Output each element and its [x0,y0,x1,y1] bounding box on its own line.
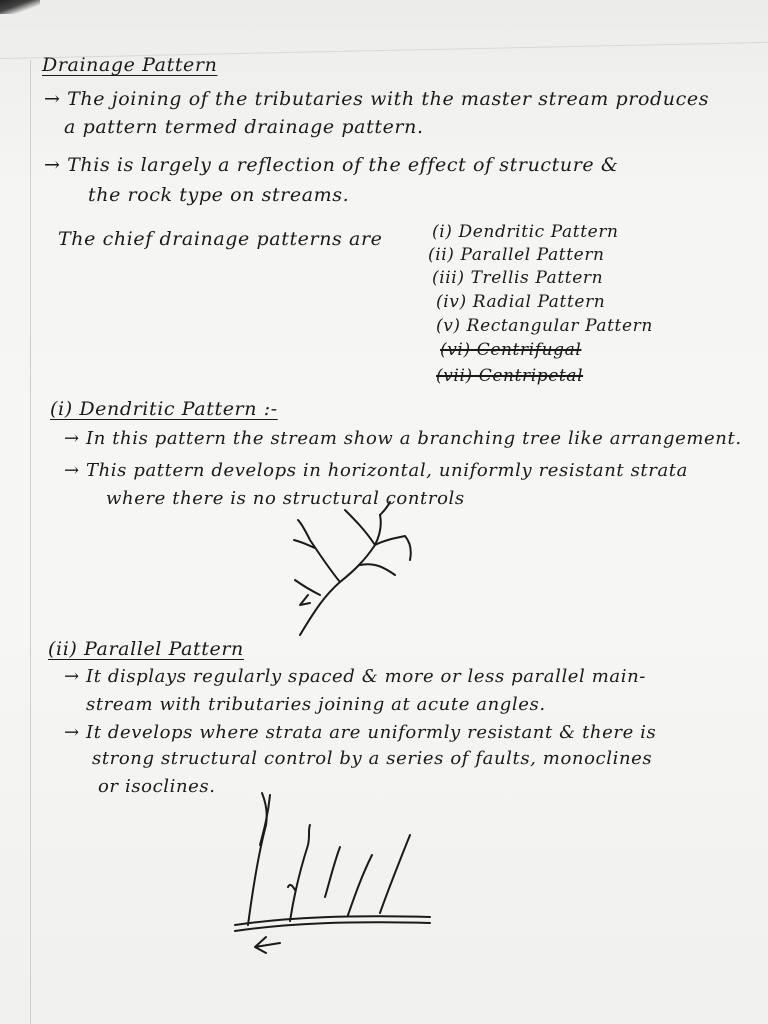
arrow-icon [255,937,280,953]
parallel-point-1: → It displays regularly spaced & more or less parallel main- [64,666,646,687]
dendritic-point-1: → In this pattern the stream show a branching tree like arrangement. [64,428,742,449]
chief-patterns-intro: The chief drainage patterns are [58,228,383,250]
dendritic-branch [295,580,320,595]
dendritic-branch [375,536,411,560]
pattern-item-radial: (iv) Radial Pattern [436,292,606,312]
margin-line [30,60,31,1024]
pattern-item-dendritic: (i) Dendritic Pattern [432,222,619,242]
dendritic-branch [345,510,375,545]
parallel-point-4: strong structural control by a series of faults, monoclines [92,748,653,769]
dendritic-point-3: where there is no structural controls [106,488,465,509]
dendritic-heading: (i) Dendritic Pattern :- [50,398,278,420]
parallel-stream [348,855,372,915]
parallel-stream [380,835,410,913]
arrow-icon [300,595,310,605]
pattern-item-centripetal: (vii) Centripetal [436,366,584,386]
page-title: Drainage Pattern [42,54,218,76]
dendritic-branch [380,502,390,515]
parallel-point-3: → It develops where strata are uniformly resistant & there is [64,722,657,743]
pattern-item-centrifugal: (vi) Centrifugal [440,340,582,360]
dendritic-branch [360,564,395,575]
intro-line-2: a pattern termed drainage pattern. [64,116,424,138]
parallel-sketch [230,785,440,955]
intro-line-3: → This is largely a reflection of the effect of structure & [44,154,619,176]
dendritic-point-2: → This pattern develops in horizontal, uniformly resistant strata [64,460,688,481]
parallel-stream [290,825,310,921]
pattern-item-trellis: (iii) Trellis Pattern [432,268,604,288]
parallel-point-2: stream with tributaries joining at acute angles. [86,694,546,715]
parallel-stream [325,847,340,897]
parallel-stream [248,793,267,925]
parallel-main-river-bank [235,922,430,931]
page-corner-shadow [0,0,40,14]
intro-line-4: the rock type on streams. [88,184,350,206]
dendritic-main-stream [300,515,381,635]
dendritic-branch [298,520,340,582]
pattern-item-parallel: (ii) Parallel Pattern [428,245,605,265]
intro-line-1: → The joining of the tributaries with the master stream produces [44,88,710,110]
pattern-item-rectangular: (v) Rectangular Pattern [436,316,653,336]
parallel-stream [288,885,295,890]
dendritic-sketch [280,500,430,645]
parallel-point-5: or isoclines. [98,776,216,797]
parallel-heading: (ii) Parallel Pattern [48,638,244,660]
